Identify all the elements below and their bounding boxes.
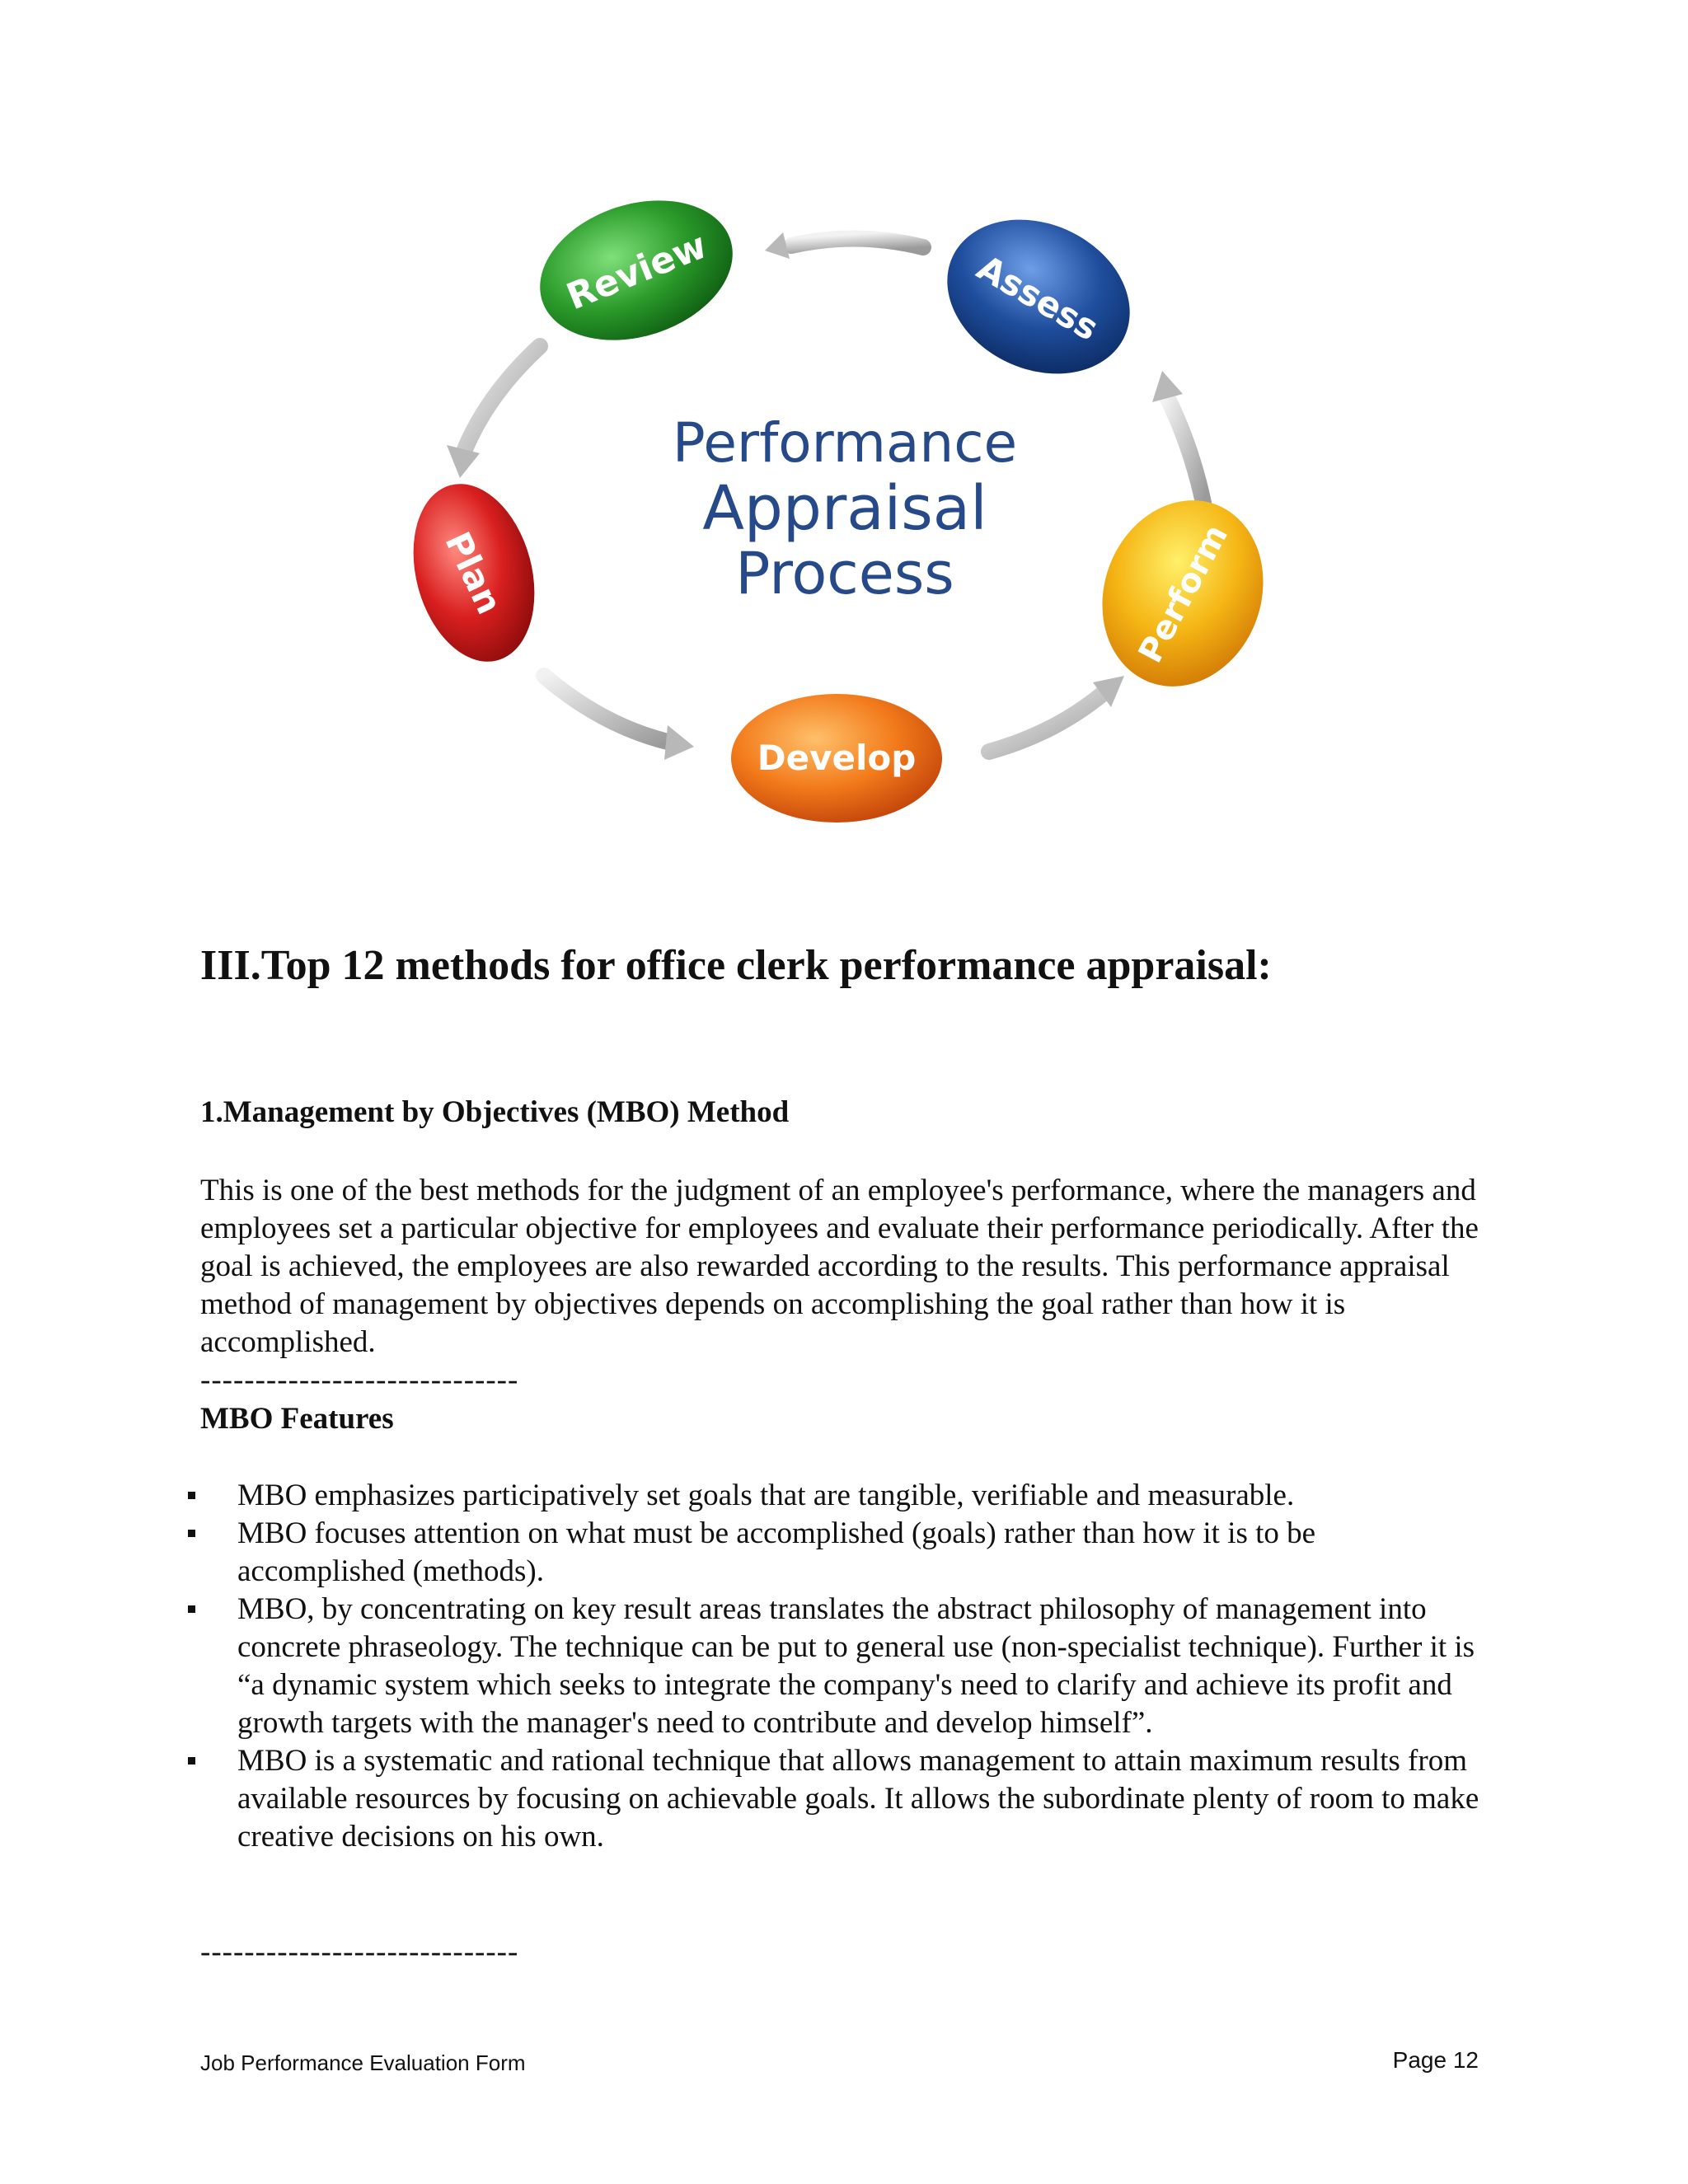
bullet-icon: [188, 1492, 195, 1499]
diagram-title-line1: Performance: [672, 411, 1018, 475]
review-stage: [522, 198, 751, 363]
perform-stage: [1076, 477, 1286, 709]
separator: -----------------------------: [200, 1363, 519, 1397]
perform-label: Perform: [1131, 518, 1236, 669]
list-item: [200, 1591, 1486, 1742]
footer-title: Job Performance Evaluation Form: [200, 2050, 526, 2075]
features-title: MBO Features: [200, 1402, 394, 1436]
diagram-title: [673, 411, 1017, 607]
feature-text: MBO is a systematic and rational technique that allows management to attain maximum results from available resources by focusing on achievable goals. It allows the subordinate plenty of room to make creative decisions on his own.: [237, 1744, 1479, 1854]
bullet-icon: [188, 1605, 195, 1613]
arrow-develop-to-perform: [989, 676, 1124, 752]
arrow-assess-to-review: [765, 232, 923, 259]
arrow-plan-to-develop: [544, 676, 694, 760]
features-list: [200, 1477, 1486, 1856]
page-number: Page 12: [1392, 2047, 1479, 2073]
list-item: [200, 1742, 1486, 1856]
feature-text: MBO focuses attention on what must be accomplished (goals) rather than how it is to be accomplished (methods).: [237, 1516, 1316, 1588]
page-heading: III.Top 12 methods for office clerk performance appraisal:: [200, 942, 1272, 989]
develop-stage: [731, 694, 942, 823]
separator-end: -----------------------------: [200, 1935, 519, 1969]
assess-stage: [922, 198, 1156, 402]
plan-label: Plan: [437, 525, 510, 621]
feature-text: MBO, by concentrating on key result areas translates the abstract philosophy of management into concrete phraseology. The technique can be put to general use (non-specialist technique). Further it is “a dynamic system which seeks to integrate the company's need to clarify and achieve its profit and growth targets with the manager's need to contribute and develop himself”.: [237, 1592, 1475, 1740]
list-item: [200, 1477, 1486, 1515]
section-paragraph: This is one of the best methods for the judgment of an employee's performance, where the managers and employees set a particular objective for employees and evaluate their performance periodically. After the goal is achieved, the employees are also rewarded according to the results. This performance appraisal method of management by objectives depends on accomplishing the goal rather than how it is accomplished.: [200, 1174, 1479, 1359]
arrow-perform-to-assess: [1152, 371, 1203, 503]
diagram-title-line3: Process: [735, 540, 954, 607]
review-label: Review: [560, 224, 713, 319]
arrow-review-to-plan: [447, 346, 540, 478]
section-title: 1.Management by Objectives (MBO) Method: [200, 1095, 790, 1129]
bullet-icon: [188, 1757, 195, 1765]
diagram-title-line2: Appraisal: [702, 473, 987, 544]
list-item: [200, 1515, 1486, 1591]
bullet-icon: [188, 1530, 195, 1537]
performance-appraisal-diagram: [396, 198, 1286, 857]
plan-stage: [396, 471, 553, 676]
assess-label: Assess: [970, 246, 1106, 349]
feature-text: MBO emphasizes participatively set goals that are tangible, verifiable and measurable.: [237, 1479, 1295, 1512]
develop-label: Develop: [757, 738, 917, 778]
